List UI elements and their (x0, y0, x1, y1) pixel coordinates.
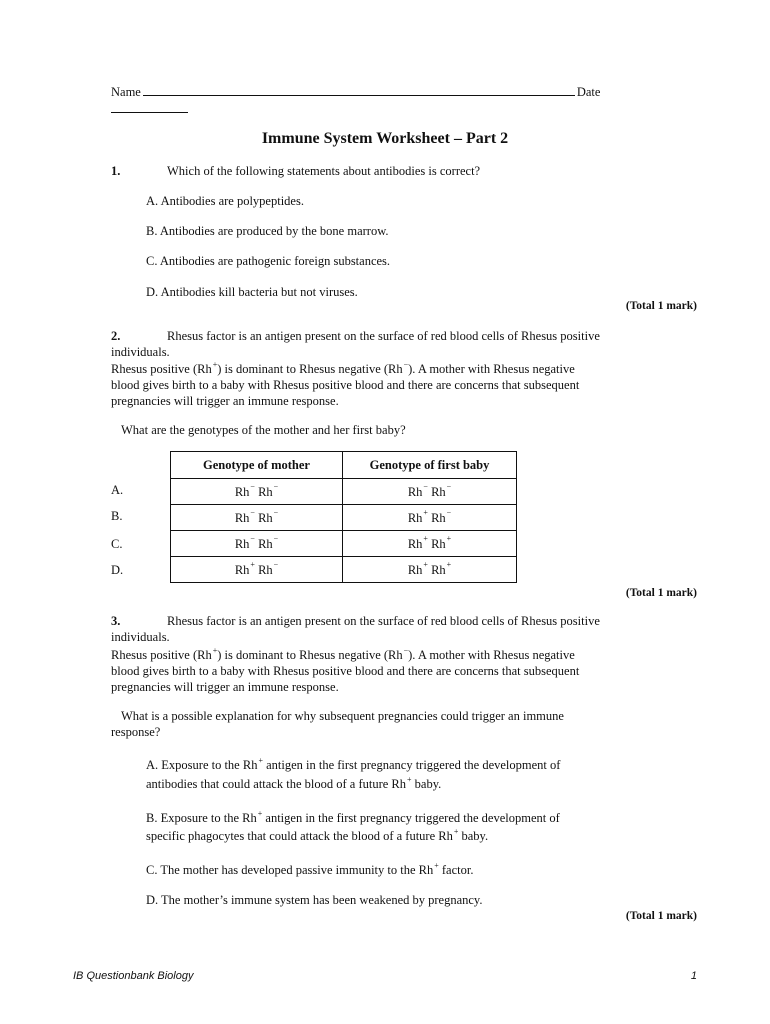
q3-option-c: C. The mother has developed passive immunity to the Rh+ factor. (146, 860, 474, 877)
name-blank (143, 84, 575, 96)
q1-option-d: D. Antibodies kill bacteria but not viruses. (146, 285, 358, 299)
table-row (171, 557, 517, 583)
q3-question-line1: What is a possible explanation for why subsequent pregnancies could trigger an immune (121, 709, 564, 723)
q2-question: What are the genotypes of the mother and her first baby? (121, 423, 406, 437)
q1-option-b: B. Antibodies are produced by the bone marrow. (146, 224, 389, 238)
q1-number: 1. (111, 164, 121, 178)
q1-mark: (Total 1 mark) (625, 300, 697, 312)
q2-row-letter-c: C. (111, 537, 123, 551)
table-row (171, 479, 517, 505)
q3-option-d: D. The mother’s immune system has been weakened by pregnancy. (146, 893, 483, 907)
q2-row-letter-b: B. (111, 509, 123, 523)
q2-line3: Rhesus positive (Rh+) is dominant to Rhesus negative (Rh−). A mother with Rhesus negative (111, 359, 575, 376)
q2-line5: pregnancies will trigger an immune response. (111, 394, 339, 408)
q3-option-a-line1: A. Exposure to the Rh+ antigen in the first pregnancy triggered the development of (146, 755, 561, 772)
q2-mark: (Total 1 mark) (625, 587, 697, 599)
table-row (171, 531, 517, 557)
q3-line1: Rhesus factor is an antigen present on the surface of red blood cells of Rhesus positive (167, 614, 600, 628)
cell-baby: Rh+ Rh− (343, 505, 517, 531)
cell-baby: Rh+ Rh+ (343, 557, 517, 583)
q2-line2: individuals. (111, 345, 170, 359)
page-title: Immune System Worksheet – Part 2 (261, 130, 509, 147)
table-row (171, 505, 517, 531)
q1-stem: Which of the following statements about antibodies is correct? (167, 164, 481, 178)
date-label: Date (576, 85, 601, 99)
name-date-line (111, 84, 600, 100)
q1-option-a: A. Antibodies are polypeptides. (146, 194, 304, 208)
q3-line3: Rhesus positive (Rh+) is dominant to Rhesus negative (Rh−). A mother with Rhesus negative (111, 645, 575, 662)
q3-line5: pregnancies will trigger an immune response. (111, 680, 339, 694)
cell-baby: Rh− Rh− (343, 479, 517, 505)
date-blank (111, 102, 188, 113)
table-header-row (171, 452, 517, 479)
q3-option-b-line2: specific phagocytes that could attack the blood of a future Rh+ baby. (146, 826, 489, 843)
q2-line1: Rhesus factor is an antigen present on the surface of red blood cells of Rhesus positive (167, 329, 600, 343)
q3-option-b-line1: B. Exposure to the Rh+ antigen in the first pregnancy triggered the development of (146, 808, 560, 825)
q3-mark: (Total 1 mark) (625, 910, 697, 922)
cell-mother: Rh− Rh− (171, 479, 343, 505)
q3-question-line2: response? (111, 725, 161, 739)
q3-number: 3. (111, 614, 121, 628)
footer-source: IB Questionbank Biology (73, 970, 194, 982)
header-mother: Genotype of mother (171, 452, 343, 479)
footer-page-number: 1 (690, 970, 697, 982)
cell-mother: Rh− Rh− (171, 505, 343, 531)
name-label: Name (111, 85, 141, 99)
genotype-table (170, 451, 517, 583)
q1-option-c: C. Antibodies are pathogenic foreign substances. (146, 254, 391, 268)
q2-line4: blood gives birth to a baby with Rhesus positive blood and there are concerns that subsequent (111, 378, 580, 392)
header-baby: Genotype of first baby (343, 452, 517, 479)
cell-baby: Rh+ Rh+ (343, 531, 517, 557)
q3-line4: blood gives birth to a baby with Rhesus positive blood and there are concerns that subsequent (111, 664, 580, 678)
cell-mother: Rh+ Rh− (171, 557, 343, 583)
q3-line2: individuals. (111, 630, 170, 644)
q2-row-letter-a: A. (111, 483, 124, 497)
q3-option-a-line2: antibodies that could attack the blood of a future Rh+ baby. (146, 774, 442, 791)
cell-mother: Rh− Rh− (171, 531, 343, 557)
q2-row-letter-d: D. (111, 563, 124, 577)
q2-number: 2. (111, 329, 121, 343)
